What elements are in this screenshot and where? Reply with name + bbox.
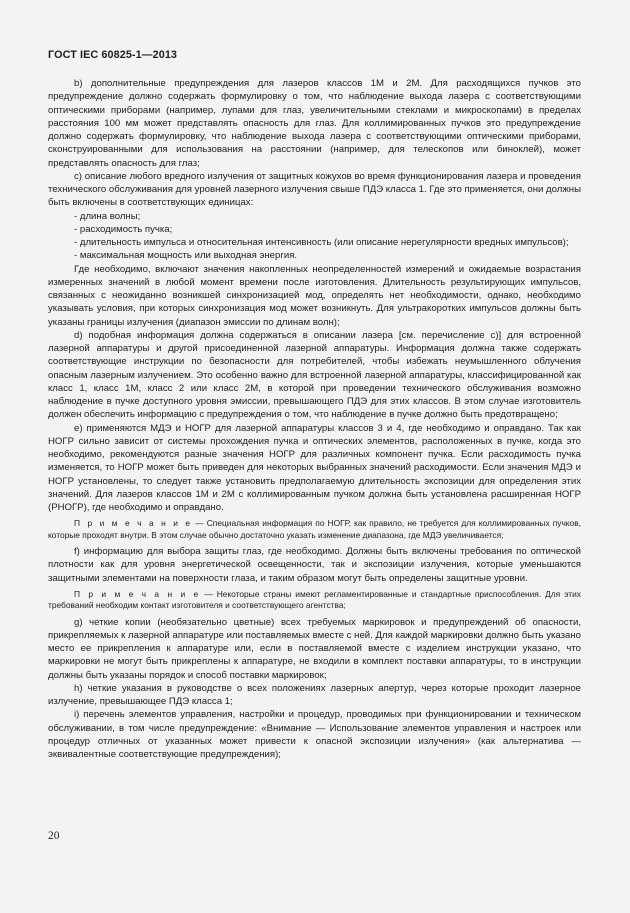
note-2-text: — Некоторые страны имеют регламентированные и стандартные приспособления. Для этих требований необходим контакт изготовителя и соответствующего агентства; bbox=[48, 588, 581, 611]
paragraph-g: g) четкие копии (необязательно цветные) всех требуемых маркировок и предупреждений об опасности, прикрепляемых к лазерной аппаратуре или поставляемых вместе с ней. Для каждой маркировки должно быть указано место ее прикрепления к аппаратуре или, если в поставляемой вместе с изделием инструкции указано, что маркировки не могут быть прикреплены к аппаратуре, не входили в комплект поставки аппаратуры, то в инструкции должны быть указаны порядок и способ поставки маркировок; bbox=[48, 616, 581, 681]
list-item-divergence: - расходимость пучка; bbox=[74, 223, 173, 235]
note-1-label: П р и м е ч а н и е bbox=[74, 518, 193, 529]
list-item-wavelength: - длина волны; bbox=[74, 210, 141, 222]
note-2 bbox=[48, 589, 581, 612]
page-number: 20 bbox=[48, 830, 60, 842]
paragraph-f: f) информацию для выбора защиты глаз, где необходимо. Должны быть включены требования по оптической плотности как для уровня энергетической освещенности, так и экспозиции излучения, которые уменьшаются защитными элементами на поверхности глаза, и таким образом могут быть определены защитные уровни. bbox=[48, 546, 581, 584]
list-item-max-power: - максимальная мощность или выходная энергия. bbox=[74, 250, 298, 262]
paragraph-uncertainty: Где необходимо, включают значения накопленных неопределенностей измерений и ожидаемые возрастания измеренных значений в любой момент времени после изготовления. Длительность результирующих импульсов, связанных с неожиданно возникшей синхронизацией мод, определять нет необходимости, однако, необходимо указывать условия, при которых синхронизация мод может возникнуть. Для ультракоротких импульсов должны быть указаны границы излучения (диапазон эмиссии по длинам волн); bbox=[48, 263, 581, 328]
list-item-pulse-duration: - длительность импульса и относительная интенсивность (или описание нерегулярности вредных импульсов); bbox=[74, 237, 569, 248]
paragraph-h: h) четкие указания в руководстве о всех положениях лазерных апертур, через которые проходит лазерное излучение, превышающее ПДЭ класса 1; bbox=[48, 682, 581, 708]
paragraph-c: c) описание любого вредного излучения от защитных кожухов во время функционирования лазера и проведения технического обслуживания для уровней лазерного излучения свыше ПДЭ класса 1. Где это применяется, они должны быть включены в соответствующих единицах: bbox=[48, 170, 581, 209]
note-2-label: П р и м е ч а н и е bbox=[74, 588, 201, 599]
paragraph-b: b) дополнительные предупреждения для лазеров классов 1M и 2M. Для расходящихся пучков это предупреждение должно содержать формулировку о том, что наблюдение выхода лазера с соответствующими оптическими приборами (например, лупами для глаз, увеличительными стеклами и микроскопами) в пределах расстояния 100 мм может представлять опасность для глаз. Для коллимированных пучков это предупреждение должно содержать формулировку, что наблюдение выхода лазера с соответствующими оптическими приборами, сконструированными для использования на расстоянии (например, для телескопов или биноклей), может представлять опасность для глаз; bbox=[48, 78, 581, 169]
document-body bbox=[48, 77, 581, 761]
paragraph-e: e) применяются МДЭ и НОГР для лазерной аппаратуры классов 3 и 4, где необходимо и оправдано. Так как НОГР сильно зависит от системы прохождения пучка и оптических элементов, расположенных в пучке, когда это необходимо, рекомендуются разные значения НОГР для различных компонент пучка. Если расходимость пучка изменяется, то НОГР может быть приведен для некоторых выбранных значений расходимости. Если значения МДЭ и НОГР установлены, то следует также установить предполагаемую длительность экспозиции для определения этих значений. Для лазеров классов 1M и 2M с коллимированным пучком должна быть установлена расширенная НОГР (РНОГР), где необходимо и оправдано. bbox=[48, 422, 581, 513]
note-1 bbox=[48, 518, 581, 541]
note-1-text: — Специальная информация по НОГР, как правило, не требуется для коллимированных пучков, которые проходят внутри. В этом случае обычно достаточно указать изменение диапазона, где МДЭ увеличивается; bbox=[48, 518, 581, 540]
paragraph-i: i) перечень элементов управления, настройки и процедур, проводимых при функционировании и техническом обслуживании, в том числе предупреждение: «Внимание — Использование элементов управления и настроек или процедур отличных от указанных может привести к опасной экспозиции излучения» (как альтернатива — эквивалентные соответствующие предупреждения); bbox=[48, 709, 581, 761]
paragraph-d: d) подобная информация должна содержаться в описании лазера [см. перечисление c)] для встроенной лазерной аппаратуры и другой присоединенной лазерной аппаратуры. Информация должна также содержать соответствующие инструкции по безопасности для потребителей, чтобы избежать неумышленного облучения опасным лазерным излучением. Это особенно важно для встроенной лазерной аппаратуры, классифицированной как класс 1, класс 1M, класс 2 или класс 2M, в которой при проведении технического обслуживания возможно наблюдение в пучке доступного уровня эмиссии, превышающего ПДЭ для этих классов. В этом случае изготовитель должен обеспечить информацию с предупреждения о том, что наблюдение в пучке должно быть предотвращено; bbox=[48, 329, 581, 421]
document-header: ГОСТ IEC 60825-1—2013 bbox=[48, 49, 178, 61]
